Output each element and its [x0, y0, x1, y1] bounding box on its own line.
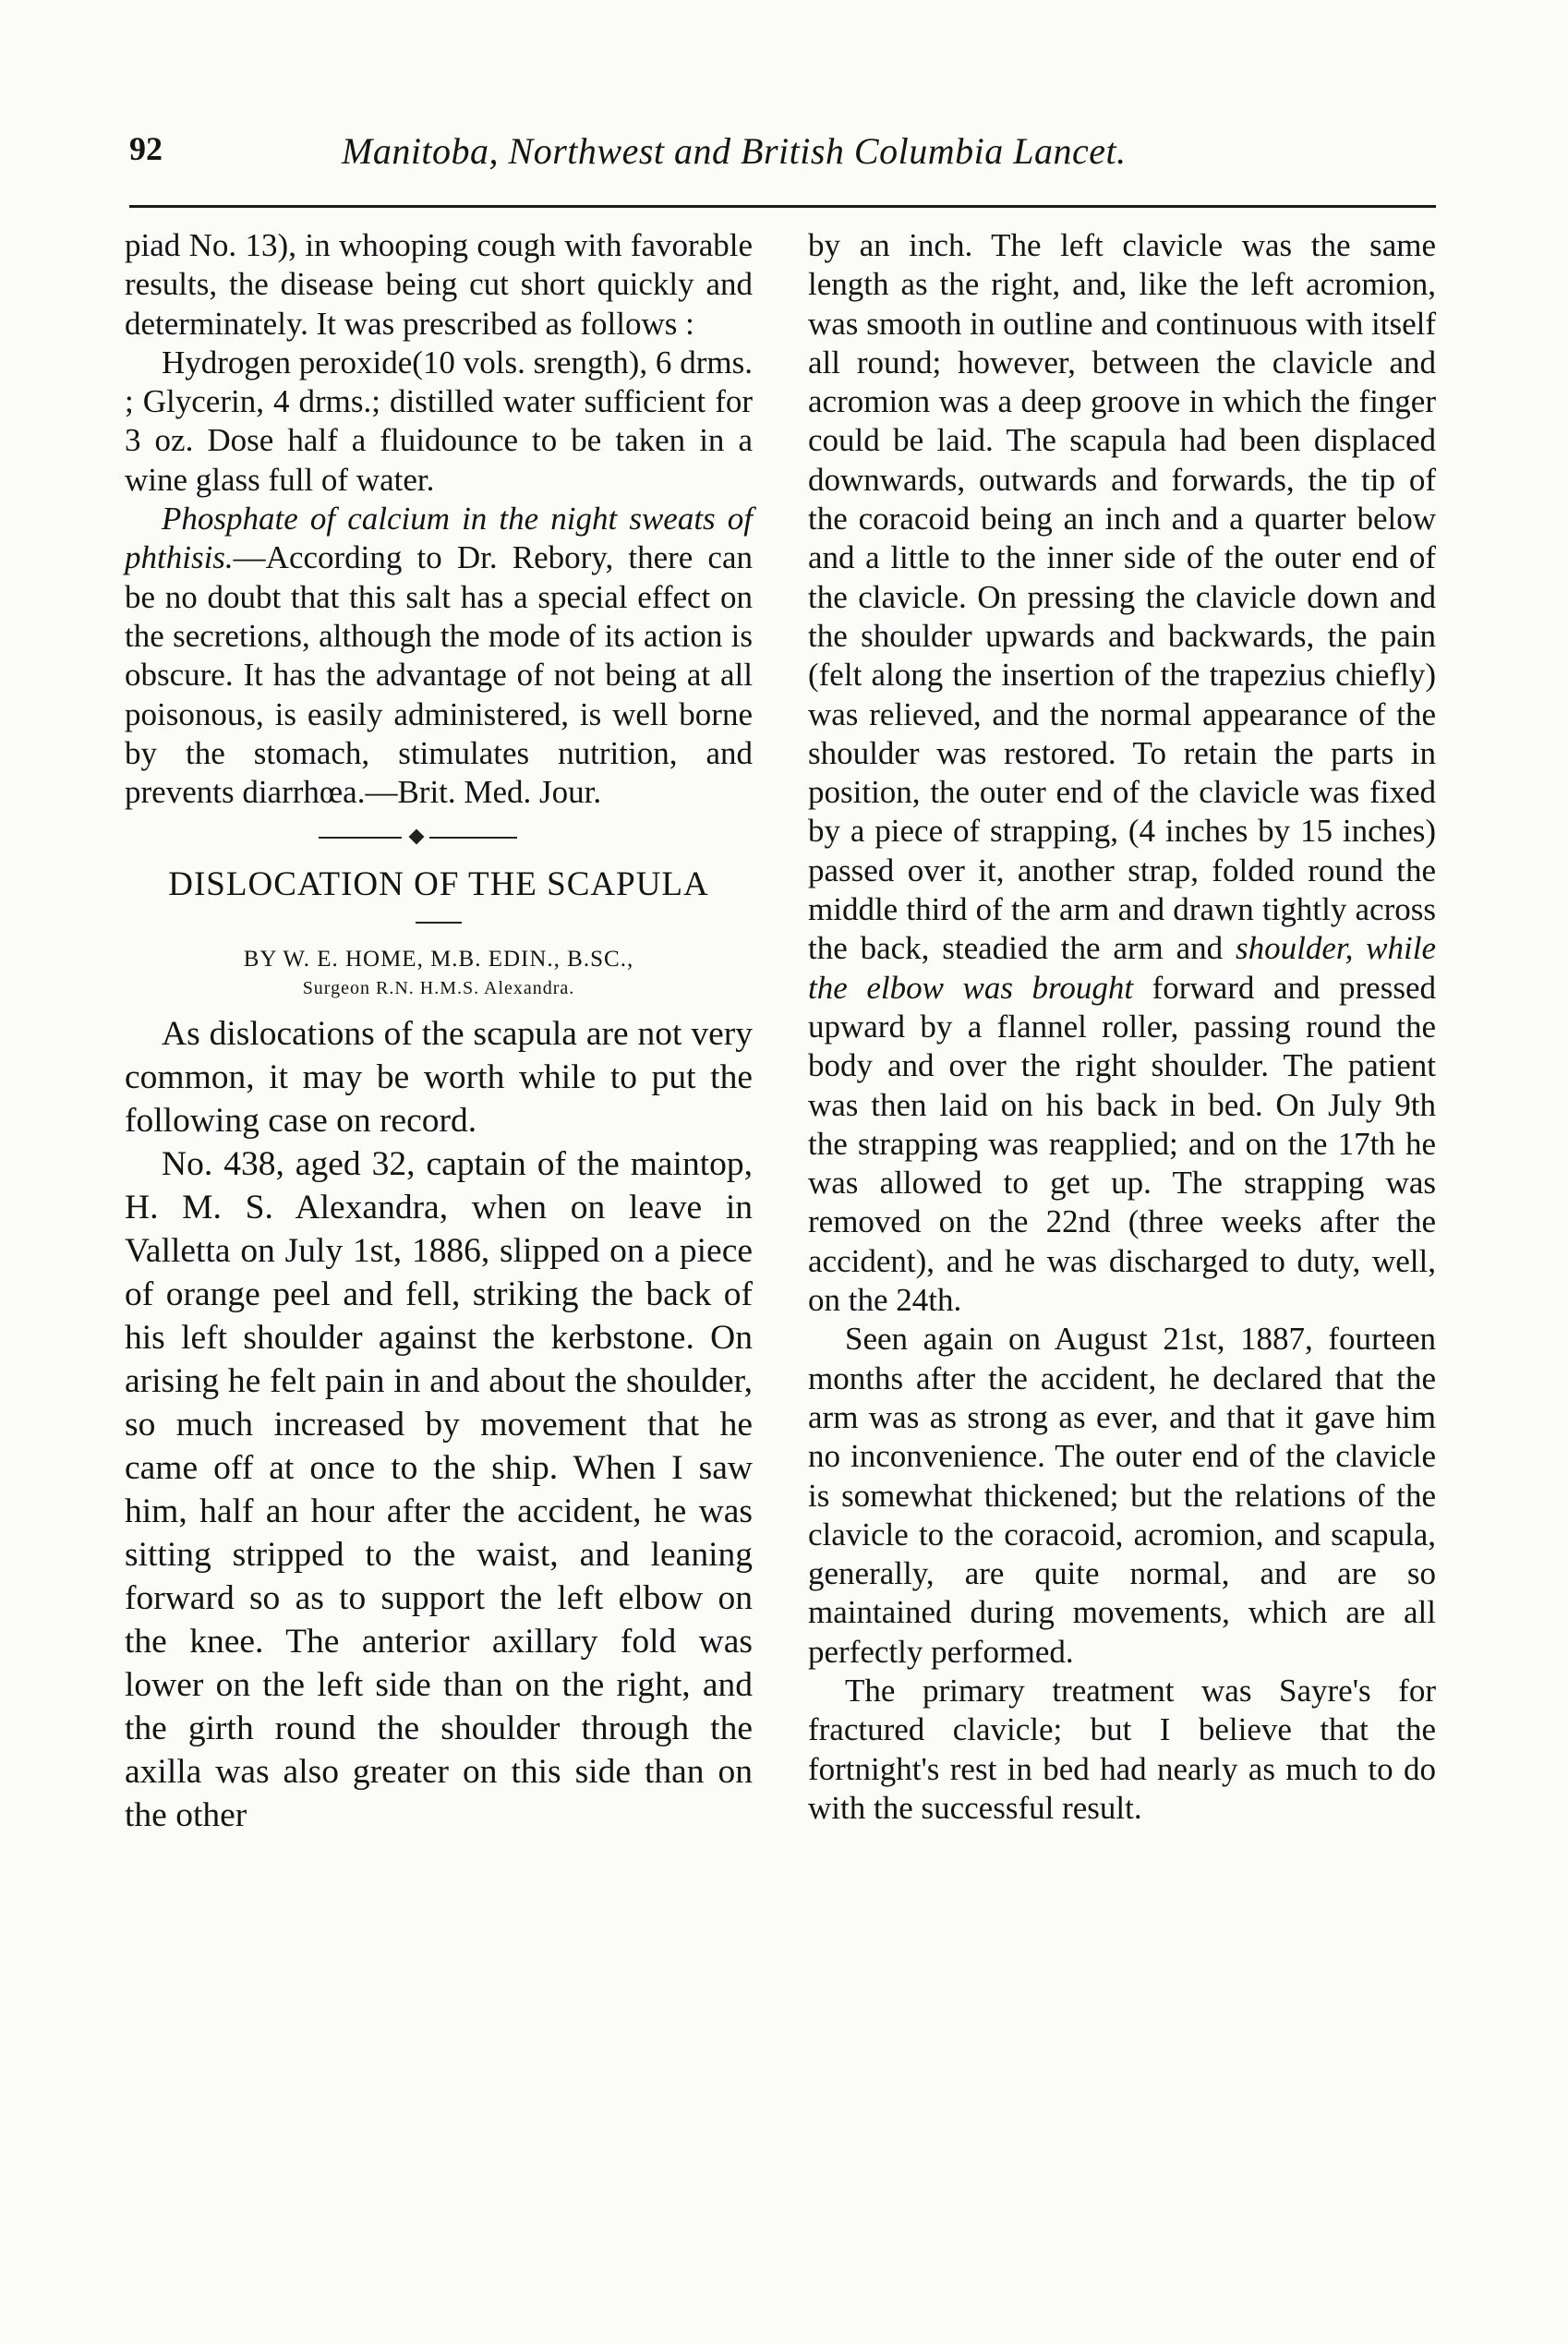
paragraph-italic-text: shoulder, while the elbow was brought — [808, 930, 1436, 1006]
section-title-italic: Phosphate of calcium in the night sweats of phthisis. — [125, 501, 753, 576]
paragraph — [125, 500, 753, 812]
section-divider — [125, 819, 753, 856]
left-column — [125, 226, 753, 1837]
title-rule — [416, 922, 462, 924]
paragraph-text: forward and pressed upward by a flannel roller, passing round the body and over the right shoulder. The patient was then laid on his back in bed. On July 9th the strapping was reapplied; and on the 17th he was allowed to get up. The strapping was removed on the 22nd (three weeks after the accident), and he was discharged to duty, well, on the 24th. — [808, 969, 1436, 1319]
paragraph — [808, 226, 1436, 1320]
paragraph: piad No. 13), in whooping cough with favorable results, the disease being cut short quickly and determinately. It was prescribed as follows : — [125, 227, 753, 342]
paragraph: Hydrogen peroxide(10 vols. srength), 6 drms. ; Glycerin, 4 drms.; distilled water sufficient for 3 oz. Dose half a fluidounce to be taken in a wine glass full of water. — [125, 344, 753, 498]
header-rule — [129, 205, 1436, 208]
paragraph: As dislocations of the scapula are not very common, it may be worth while to put the following case on record. — [125, 1014, 753, 1140]
paragraph-text: by an inch. The left clavicle was the same length as the right, and, like the left acromion, was smooth in outline and continuous with itself all round; however, between the clavicle and acromion was a deep groove in which the finger could be laid. The scapula had been displaced downwards, outwards and forwards, the tip of the coracoid being an inch and a quarter below and a little to the inner side of the outer end of the clavicle. On pressing the clavicle down and the shoulder upwards and backwards, the pain (felt along the insertion of the trapezius chiefly) was relieved, and the normal appearance of the shoulder was restored. To retain the parts in position, the outer end of the clavicle was fixed by a piece of strapping, (4 inches by 15 inches) passed over it, another strap, folded round the middle third of the arm and drawn tightly across the back, steadied the arm and — [808, 227, 1436, 967]
right-column — [808, 226, 1436, 1828]
paragraph: No. 438, aged 32, captain of the maintop, H. M. S. Alexandra, when on leave in Valletta on July 1st, 1886, slipped on a piece of orange peel and fell, striking the back of his left shoulder against the kerbstone. On arising he felt pain in and about the shoulder, so much increased by movement that he came off at once to the ship. When I saw him, half an hour after the accident, he was sitting stripped to the waist, and leaning forward so as to support the left elbow on the knee. The anterior axillary fold was lower on the left side than on the right, and the girth round the shoulder through the axilla was also greater on this side than on the other — [125, 1144, 753, 1834]
author-byline: BY W. E. HOME, M.B. EDIN., B.SC., — [243, 946, 634, 972]
paragraph: Seen again on August 21st, 1887, fourteen months after the accident, he declared that the arm was as strong as ever, and that it gave him no inconvenience. The outer end of the clavicle is somewhat thickened; but the relations of the clavicle to the coracoid, acromion, and scapula, generally, are quite normal, and are so maintained during movements, which are all perfectly performed. — [808, 1321, 1436, 1670]
paragraph-text: —According to Dr. Rebory, there can be no doubt that this salt has a special effect on the secretions, although the mode of its action is obscure. It has the advantage of not being at all poisonous, is easily administered, is well borne by the stomach, stimulates nutrition, and prevents diarrhœa.—Brit. Med. Jour. — [125, 539, 753, 811]
paragraph: The primary treatment was Sayre's for fractured clavicle; but I believe that the fortnight's rest in bed had nearly as much to do with the successful result. — [808, 1672, 1436, 1826]
article-title: DISLOCATION OF THE SCAPULA — [168, 865, 709, 904]
author-affiliation: Surgeon R.N. H.M.S. Alexandra. — [302, 977, 575, 998]
page-header — [129, 129, 1441, 185]
running-title: Manitoba, Northwest and British Columbia Lancet. — [342, 130, 1127, 172]
page-number: 92 — [129, 130, 163, 167]
